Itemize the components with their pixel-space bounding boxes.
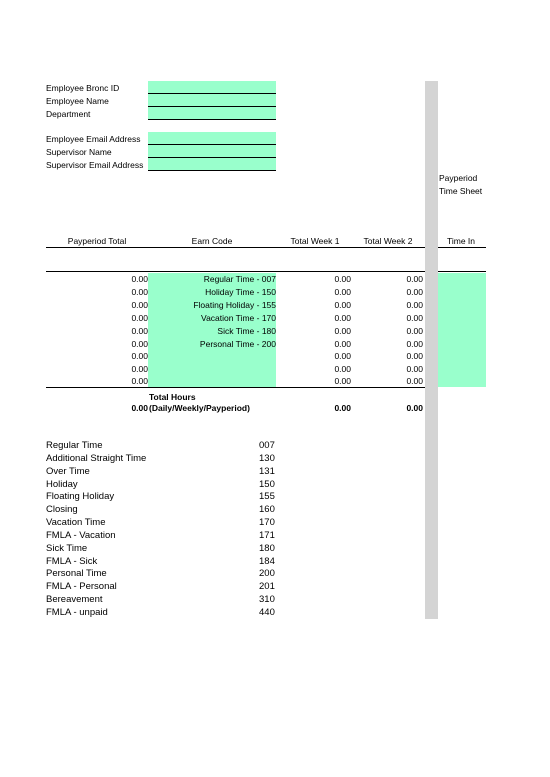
earn-code-number: 310 bbox=[259, 594, 275, 605]
row-payperiod-total: 0.00 bbox=[131, 326, 148, 336]
row-week-1: 0.00 bbox=[334, 300, 351, 310]
row-payperiod-total: 0.00 bbox=[131, 313, 148, 323]
timesheet-title-line2: Time Sheet bbox=[439, 186, 483, 196]
employee-bronc-id-field[interactable] bbox=[148, 81, 276, 94]
employee-email-field[interactable] bbox=[148, 132, 276, 145]
row-week-2: 0.00 bbox=[406, 300, 423, 310]
supervisor-name-field[interactable] bbox=[148, 145, 276, 158]
earn-code-number: 155 bbox=[259, 491, 275, 502]
row-payperiod-total: 0.00 bbox=[131, 339, 148, 349]
earn-code-number: 007 bbox=[259, 440, 275, 451]
earn-code-number: 170 bbox=[259, 517, 275, 528]
row-week-2: 0.00 bbox=[406, 351, 423, 361]
earn-code-name: Regular Time bbox=[46, 440, 103, 451]
earn-code-name: Vacation Time bbox=[46, 517, 106, 528]
employee-bronc-id-label: Employee Bronc ID bbox=[46, 83, 120, 93]
earn-code-name: Closing bbox=[46, 504, 78, 515]
supervisor-email-field[interactable] bbox=[148, 158, 276, 171]
totals-payperiod-total: 0.00 bbox=[131, 403, 148, 413]
earn-code-number: 160 bbox=[259, 504, 275, 515]
earn-code-number: 440 bbox=[259, 607, 275, 618]
department-label: Department bbox=[46, 109, 91, 119]
row-week-1: 0.00 bbox=[334, 351, 351, 361]
row-payperiod-total: 0.00 bbox=[131, 300, 148, 310]
row-week-2: 0.00 bbox=[406, 364, 423, 374]
row-week-1: 0.00 bbox=[334, 339, 351, 349]
row-payperiod-total: 0.00 bbox=[131, 274, 148, 284]
totals-week-2: 0.00 bbox=[406, 403, 423, 413]
row-week-2: 0.00 bbox=[406, 339, 423, 349]
employee-email-label: Employee Email Address bbox=[46, 134, 141, 144]
earn-code-number: 150 bbox=[259, 479, 275, 490]
row-week-2: 0.00 bbox=[406, 287, 423, 297]
header-total-week-2: Total Week 2 bbox=[363, 236, 413, 246]
earn-code-number: 201 bbox=[259, 581, 275, 592]
earn-code-number: 131 bbox=[259, 466, 275, 477]
totals-week-1: 0.00 bbox=[334, 403, 351, 413]
header-total-week-1: Total Week 1 bbox=[290, 236, 340, 246]
earn-code-name: FMLA - unpaid bbox=[46, 607, 108, 618]
row-week-2: 0.00 bbox=[406, 313, 423, 323]
row-earn-code[interactable]: Holiday Time - 150 bbox=[205, 287, 276, 297]
earn-code-name: Floating Holiday bbox=[46, 491, 115, 502]
row-week-2: 0.00 bbox=[406, 326, 423, 336]
separator-column bbox=[425, 81, 438, 619]
row-week-2: 0.00 bbox=[406, 376, 423, 386]
earn-code-name: Sick Time bbox=[46, 543, 88, 554]
employee-name-field[interactable] bbox=[148, 94, 276, 107]
supervisor-name-label: Supervisor Name bbox=[46, 147, 112, 157]
earn-code-name: Bereavement bbox=[46, 594, 103, 605]
row-week-1: 0.00 bbox=[334, 313, 351, 323]
row-payperiod-total: 0.00 bbox=[131, 364, 148, 374]
totals-rule bbox=[46, 387, 425, 388]
row-earn-code[interactable]: Regular Time - 007 bbox=[203, 274, 276, 284]
earn-code-number: 200 bbox=[259, 568, 275, 579]
row-week-1: 0.00 bbox=[334, 364, 351, 374]
earn-code-name: FMLA - Sick bbox=[46, 556, 98, 567]
supervisor-email-label: Supervisor Email Address bbox=[46, 160, 144, 170]
earn-code-name: Personal Time bbox=[46, 568, 107, 579]
row-week-1: 0.00 bbox=[334, 376, 351, 386]
row-earn-code[interactable]: Sick Time - 180 bbox=[217, 326, 276, 336]
earn-code-name: FMLA - Personal bbox=[46, 581, 117, 592]
earn-code-name: Holiday bbox=[46, 479, 78, 490]
department-field[interactable] bbox=[148, 107, 276, 120]
table-top-rule-right bbox=[438, 271, 486, 272]
timesheet-title-line1: Payperiod bbox=[439, 173, 478, 183]
header-payperiod-total: Payperiod Total bbox=[67, 236, 127, 246]
row-week-1: 0.00 bbox=[334, 274, 351, 284]
row-payperiod-total: 0.00 bbox=[131, 376, 148, 386]
header-underline bbox=[46, 247, 425, 248]
earn-code-number: 180 bbox=[259, 543, 275, 554]
header-earn-code: Earn Code bbox=[191, 236, 233, 246]
row-earn-code[interactable]: Vacation Time - 170 bbox=[201, 313, 276, 323]
earn-code-name: Additional Straight Time bbox=[46, 453, 147, 464]
row-week-2: 0.00 bbox=[406, 274, 423, 284]
row-earn-code[interactable]: Floating Holiday - 155 bbox=[193, 300, 276, 310]
header-time-in: Time In bbox=[446, 236, 476, 246]
earn-code-name: Over Time bbox=[46, 466, 90, 477]
table-top-rule bbox=[46, 271, 425, 272]
row-earn-code[interactable]: Personal Time - 200 bbox=[199, 339, 276, 349]
earn-code-name: FMLA - Vacation bbox=[46, 530, 116, 541]
row-week-1: 0.00 bbox=[334, 326, 351, 336]
totals-label-line1: Total Hours bbox=[149, 392, 196, 402]
row-payperiod-total: 0.00 bbox=[131, 351, 148, 361]
header-underline-right bbox=[438, 247, 486, 248]
row-week-1: 0.00 bbox=[334, 287, 351, 297]
earn-code-number: 171 bbox=[259, 530, 275, 541]
employee-name-label: Employee Name bbox=[46, 96, 109, 106]
row-payperiod-total: 0.00 bbox=[131, 287, 148, 297]
earn-code-number: 130 bbox=[259, 453, 275, 464]
earn-code-number: 184 bbox=[259, 556, 275, 567]
time-in-column-fill bbox=[438, 273, 486, 387]
totals-label-line2: (Daily/Weekly/Payperiod) bbox=[149, 403, 250, 413]
